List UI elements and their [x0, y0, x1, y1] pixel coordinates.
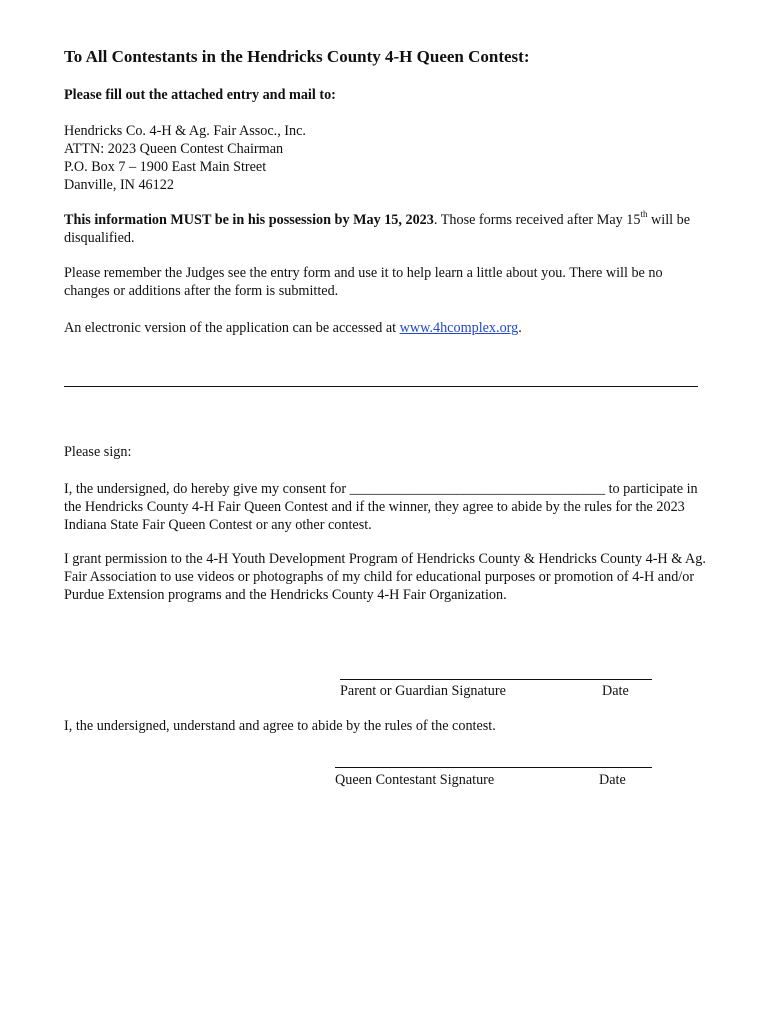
mail-instruction: Please fill out the attached entry and mail to:: [64, 87, 336, 103]
complex-website-link[interactable]: www.4hcomplex.org: [399, 320, 519, 336]
address-line-4: Danville, IN 46122: [64, 177, 174, 193]
deadline-text: . Those forms received after May 15: [433, 212, 641, 228]
consent-statement: [64, 480, 709, 534]
contestant-agreement: I, the undersigned, understand and agree to abide by the rules of the contest.: [64, 718, 496, 734]
contestant-date-label: Date: [599, 772, 626, 788]
electronic-suffix: .: [518, 320, 522, 336]
address-line-3: P.O. Box 7 – 1900 East Main Street: [64, 159, 267, 175]
deadline-bold: This information MUST be in his possession by May 15, 2023: [64, 212, 434, 228]
consent-text-b: to participate in the Hendricks County 4-H Fair Queen Contest and if the winner, they agree to abide by the rules for the 2023 Indiana State Fair Queen Contest or any other contest.: [64, 481, 698, 533]
judges-note: Please remember the Judges see the entry form and use it to help learn a little about you. There will be no changes or additions after the form is submitted.: [64, 265, 663, 299]
page-title: To All Contestants in the Hendricks County 4-H Queen Contest:: [64, 47, 530, 66]
parent-signature-line[interactable]: [340, 679, 652, 680]
parent-signature-label: Parent or Guardian Signature: [340, 683, 506, 699]
consent-text-a: I, the undersigned, do hereby give my consent for: [64, 481, 350, 497]
address-line-2: ATTN: 2023 Queen Contest Chairman: [64, 141, 284, 157]
deadline-text-2: will be disqualified.: [64, 212, 691, 246]
photo-permission-statement: I grant permission to the 4-H Youth Development Program of Hendricks County & Hendricks County 4-H & Ag. Fair Association to use videos or photographs of my child for educational purposes or promotion of 4-H and/or Purdue Extension programs and the Hendricks County 4-H Fair Organization.: [64, 551, 706, 603]
parent-date-label: Date: [602, 683, 629, 699]
section-divider: [64, 386, 698, 387]
electronic-text: An electronic version of the application can be accessed at: [64, 320, 400, 336]
contestant-name-blank[interactable]: ____________________________________: [349, 481, 606, 497]
deadline-superscript: th: [640, 209, 648, 220]
address-line-1: Hendricks Co. 4-H & Ag. Fair Assoc., Inc.: [64, 123, 306, 139]
sign-prompt: Please sign:: [64, 444, 132, 460]
contestant-signature-line[interactable]: [335, 767, 652, 768]
electronic-version-note: [64, 319, 522, 337]
mailing-address: [64, 122, 306, 194]
deadline-notice: [64, 211, 704, 247]
contestant-signature-label: Queen Contestant Signature: [335, 772, 495, 788]
